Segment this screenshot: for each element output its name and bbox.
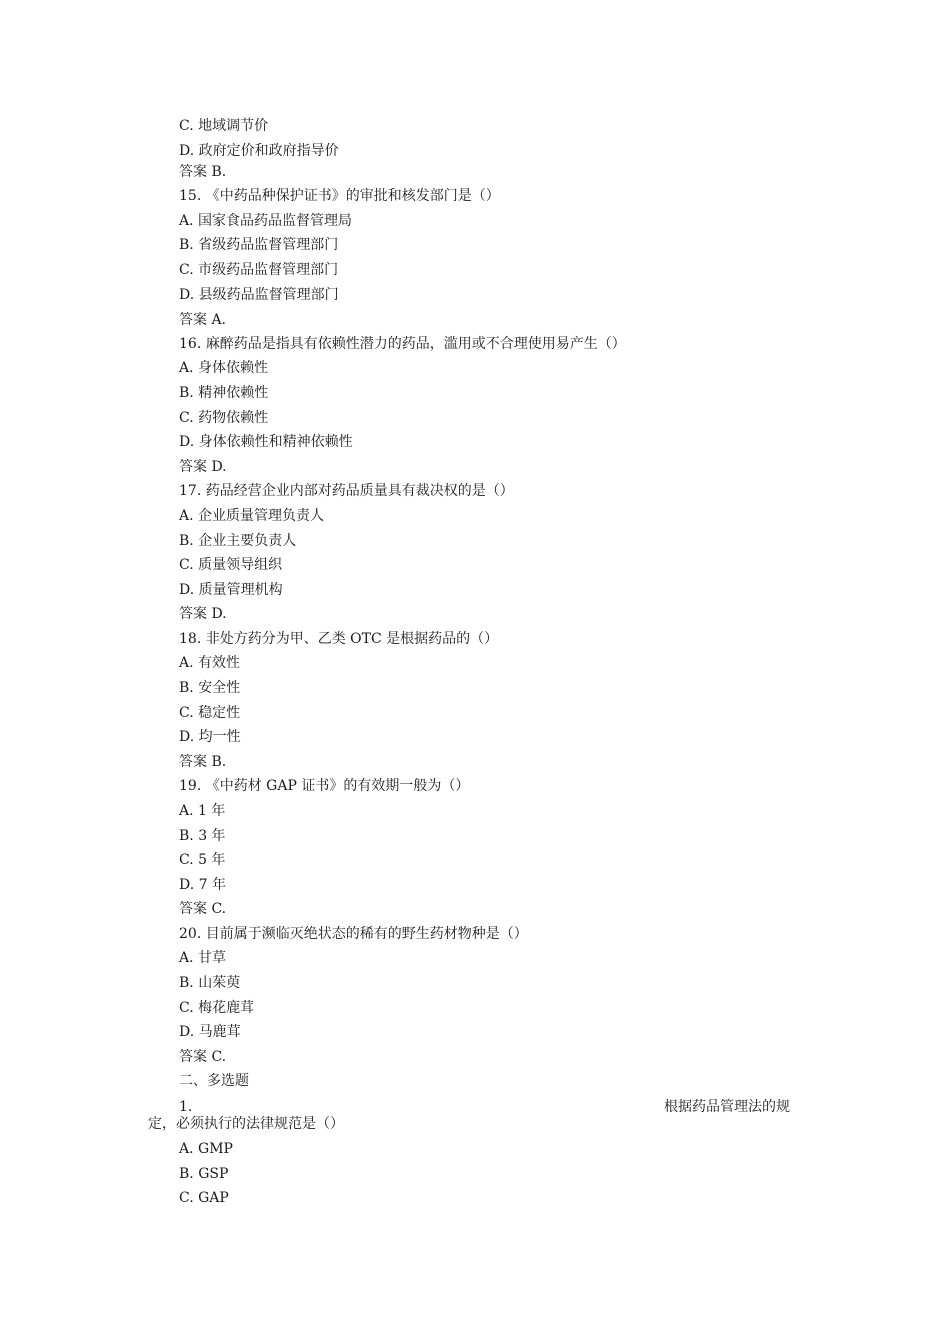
multi-question-text: 根据药品管理法的规 <box>664 1099 790 1115</box>
text-line: A. 身体依赖性 <box>179 360 269 376</box>
text-line: D. 质量管理机构 <box>179 582 283 598</box>
text-line: B. 省级药品监督管理部门 <box>179 237 339 253</box>
section-heading: 二、多选题 <box>179 1073 249 1089</box>
text-line: C. GAP <box>179 1190 229 1206</box>
text-line: C. 稳定性 <box>179 705 241 721</box>
multi-question-text-continued: 定，必须执行的法律规范是（） <box>148 1116 344 1132</box>
text-line: A. GMP <box>179 1141 233 1157</box>
question-line: 18. 非处方药分为甲、乙类 OTC 是根据药品的（） <box>179 631 499 647</box>
text-line: A. 1 年 <box>179 803 226 819</box>
text-line: A. 甘草 <box>179 950 227 966</box>
text-line: C. 5 年 <box>179 852 226 868</box>
text-line: B. 精神依赖性 <box>179 385 269 401</box>
text-line: D. 县级药品监督管理部门 <box>179 287 339 303</box>
text-line: A. 国家食品药品监督管理局 <box>179 213 353 229</box>
text-line: C. 质量领导组织 <box>179 557 283 573</box>
question-line: 19. 《中药材 GAP 证书》的有效期一般为（） <box>179 778 470 794</box>
text-line: A. 企业质量管理负责人 <box>179 508 325 524</box>
text-line: B. 3 年 <box>179 828 226 844</box>
answer-line: 答案 C. <box>179 901 227 917</box>
text-line: A. 有效性 <box>179 655 241 671</box>
text-line: D. 马鹿茸 <box>179 1024 241 1040</box>
answer-line: 答案 B. <box>179 754 227 770</box>
question-line: 20. 目前属于濒临灭绝状态的稀有的野生药材物种是（） <box>179 926 528 942</box>
answer-line: 答案 C. <box>179 1049 227 1065</box>
answer-line: 答案 B. <box>179 164 227 180</box>
question-line: 15. 《中药品种保护证书》的审批和核发部门是（） <box>179 188 500 204</box>
text-line: C. 药物依赖性 <box>179 410 269 426</box>
question-line: 16. 麻醉药品是指具有依赖性潜力的药品，滥用或不合理使用易产生（） <box>179 336 626 352</box>
multi-question-number: 1. <box>179 1099 193 1115</box>
text-line: B. GSP <box>179 1166 229 1182</box>
text-line: D. 政府定价和政府指导价 <box>179 143 339 159</box>
text-line: B. 企业主要负责人 <box>179 533 297 549</box>
text-line: C. 地域调节价 <box>179 118 269 134</box>
text-line: D. 7 年 <box>179 877 226 893</box>
text-line: B. 安全性 <box>179 680 241 696</box>
question-line: 17. 药品经营企业内部对药品质量具有裁决权的是（） <box>179 483 514 499</box>
text-line: D. 身体依赖性和精神依赖性 <box>179 434 353 450</box>
answer-line: 答案 A. <box>179 312 227 328</box>
text-line: D. 均一性 <box>179 729 241 745</box>
answer-line: 答案 D. <box>179 459 227 475</box>
text-line: C. 市级药品监督管理部门 <box>179 262 339 278</box>
answer-line: 答案 D. <box>179 606 227 622</box>
text-line: C. 梅花鹿茸 <box>179 1000 255 1016</box>
text-line: B. 山茱萸 <box>179 975 241 991</box>
